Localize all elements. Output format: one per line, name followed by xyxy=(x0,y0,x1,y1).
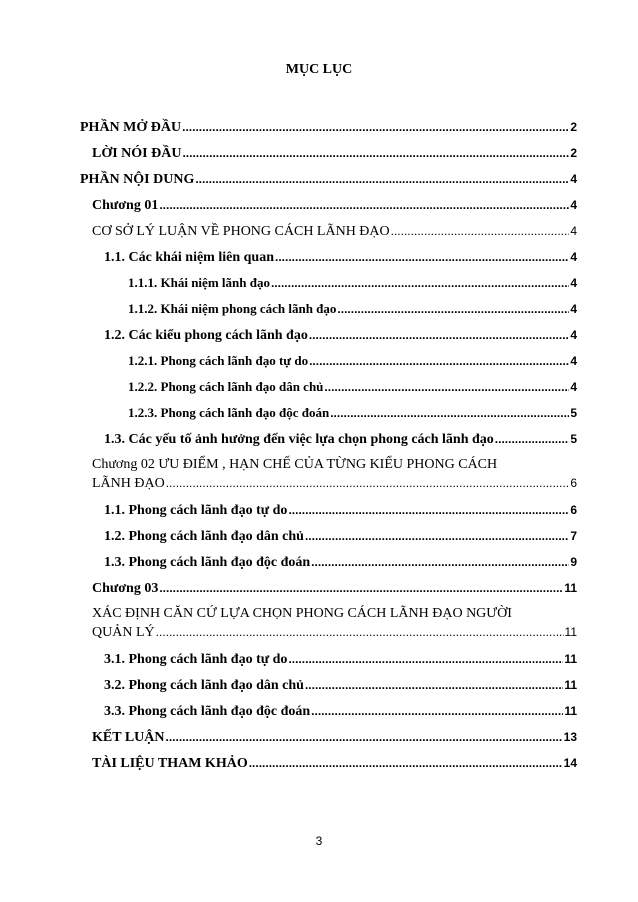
toc-entry[interactable] xyxy=(80,218,577,244)
toc-entry-label: KẾT LUẬN xyxy=(92,730,165,745)
toc-entry-label: PHẦN NỘI DUNG xyxy=(80,172,195,187)
toc-entry-label: 1.1.2. Khái niệm phong cách lãnh đạo xyxy=(128,301,337,316)
toc-entry-label: LỜI NÓI ĐẦU xyxy=(92,146,182,161)
dot-leader xyxy=(182,140,569,166)
toc-entry[interactable] xyxy=(80,400,577,426)
toc-page-number: 5 xyxy=(570,432,577,446)
toc-page-number: 11 xyxy=(564,652,577,666)
toc-entry[interactable] xyxy=(80,523,577,549)
toc-entry-label: Chương 01 xyxy=(92,198,159,213)
toc-entry-label: 1.3. Phong cách lãnh đạo độc đoán xyxy=(104,555,311,570)
toc-entry[interactable] xyxy=(80,348,577,374)
toc-page-number: 6 xyxy=(570,476,577,490)
toc-entry-label: Chương 02 ƯU ĐIỂM , HẠN CHẾ CỦA TỪNG KIỂU PHONG CÁCH xyxy=(92,457,498,472)
dot-leader xyxy=(271,270,569,296)
toc-entry[interactable] xyxy=(80,724,577,750)
toc-entry-label: 1.2. Phong cách lãnh đạo dân chủ xyxy=(104,529,304,544)
toc-entry[interactable] xyxy=(80,166,577,192)
toc-entry[interactable] xyxy=(80,549,577,575)
dot-leader xyxy=(309,348,569,374)
dot-leader xyxy=(249,750,563,776)
dot-leader xyxy=(495,426,570,452)
toc-entry[interactable] xyxy=(80,672,577,698)
toc-entry[interactable] xyxy=(80,374,577,400)
dot-leader xyxy=(311,698,563,724)
toc-page-number: 4 xyxy=(570,250,577,264)
toc-page-number: 9 xyxy=(570,555,577,569)
dot-leader xyxy=(324,374,569,400)
toc-entry[interactable] xyxy=(80,270,577,296)
toc-entry-label: TÀI LIỆU THAM KHẢO xyxy=(92,756,248,771)
toc-page-number: 4 xyxy=(570,328,577,342)
toc-page-number: 14 xyxy=(563,756,577,770)
toc-entry-label: 3.2. Phong cách lãnh đạo dân chủ xyxy=(104,678,304,693)
dot-leader xyxy=(305,672,563,698)
page-number-footer: 3 xyxy=(315,834,323,848)
toc-page-number: 7 xyxy=(570,529,577,543)
toc-entry-label: XÁC ĐỊNH CĂN CỨ LỰA CHỌN PHONG CÁCH LÃNH ĐẠO NGƯỜI xyxy=(92,606,512,621)
toc-entry[interactable] xyxy=(80,426,577,452)
toc-page-number: 11 xyxy=(564,704,577,718)
dot-leader xyxy=(288,497,569,523)
toc-page-number: 4 xyxy=(570,354,577,368)
toc-entry[interactable] xyxy=(80,601,577,646)
toc-page-number: 2 xyxy=(570,146,577,160)
toc-entry[interactable] xyxy=(80,497,577,523)
toc-entry-label: 3.3. Phong cách lãnh đạo độc đoán xyxy=(104,704,311,719)
page-title: MỤC LỤC xyxy=(285,62,353,77)
dot-leader xyxy=(182,114,569,140)
toc-page-number: 13 xyxy=(563,730,577,744)
dot-leader xyxy=(166,474,570,492)
toc-entry[interactable] xyxy=(80,698,577,724)
toc-page-number: 4 xyxy=(570,198,577,212)
toc-entry-label: Chương 03 xyxy=(92,581,159,596)
dot-leader xyxy=(309,322,569,348)
toc-page-number: 4 xyxy=(570,302,577,316)
toc-page-number: 4 xyxy=(570,276,577,290)
toc-entry-label: 1.2. Các kiểu phong cách lãnh đạo xyxy=(104,328,308,343)
toc-page-number: 4 xyxy=(570,172,577,186)
toc-entry-label: PHẦN MỞ ĐẦU xyxy=(80,120,182,135)
dot-leader xyxy=(311,549,569,575)
toc-page-number: 11 xyxy=(564,581,577,595)
toc-page-number: 2 xyxy=(570,120,577,134)
toc-page-number: 11 xyxy=(564,678,577,692)
toc-entry[interactable] xyxy=(80,750,577,776)
dot-leader xyxy=(330,400,569,426)
toc-entry[interactable] xyxy=(80,575,577,601)
toc-entry-label: 1.1. Các khái niệm liên quan xyxy=(104,250,274,265)
toc-page-number: 5 xyxy=(570,406,577,420)
toc-entry-label: 1.2.1. Phong cách lãnh đạo tự do xyxy=(128,353,309,368)
toc-entry[interactable] xyxy=(80,646,577,672)
dot-leader xyxy=(159,192,569,218)
toc-entry[interactable] xyxy=(80,114,577,140)
toc-entry-label: 1.3. Các yếu tố ảnh hưởng đến việc lựa chọn phong cách lãnh đạo xyxy=(104,432,494,447)
toc-entry[interactable] xyxy=(80,244,577,270)
table-of-contents xyxy=(80,114,577,776)
toc-entry[interactable] xyxy=(80,296,577,322)
dot-leader xyxy=(159,575,563,601)
toc-page-number: 4 xyxy=(570,380,577,394)
toc-entry[interactable] xyxy=(80,140,577,166)
dot-leader xyxy=(337,296,569,322)
dot-leader xyxy=(391,218,570,244)
toc-entry[interactable] xyxy=(80,322,577,348)
toc-entry-label: CƠ SỞ LÝ LUẬN VỀ PHONG CÁCH LÃNH ĐẠO xyxy=(92,224,390,239)
toc-entry[interactable] xyxy=(80,452,577,497)
toc-entry-label-continued: LÃNH ĐẠO xyxy=(92,476,165,491)
toc-page-number: 4 xyxy=(570,224,577,238)
toc-page-number: 6 xyxy=(570,503,577,517)
toc-entry-label-continued: QUẢN LÝ xyxy=(92,625,155,640)
toc-entry-label: 3.1. Phong cách lãnh đạo tự do xyxy=(104,652,288,667)
dot-leader xyxy=(275,244,569,270)
dot-leader xyxy=(288,646,563,672)
toc-entry-label: 1.1.1. Khái niệm lãnh đạo xyxy=(128,275,270,290)
dot-leader xyxy=(305,523,569,549)
toc-page-number: 11 xyxy=(564,625,577,639)
dot-leader xyxy=(165,724,562,750)
toc-entry[interactable] xyxy=(80,192,577,218)
dot-leader xyxy=(195,166,569,192)
toc-entry-label: 1.2.2. Phong cách lãnh đạo dân chủ xyxy=(128,379,324,394)
toc-entry-label: 1.2.3. Phong cách lãnh đạo độc đoán xyxy=(128,405,330,420)
dot-leader xyxy=(156,623,564,641)
toc-entry-label: 1.1. Phong cách lãnh đạo tự do xyxy=(104,503,288,518)
